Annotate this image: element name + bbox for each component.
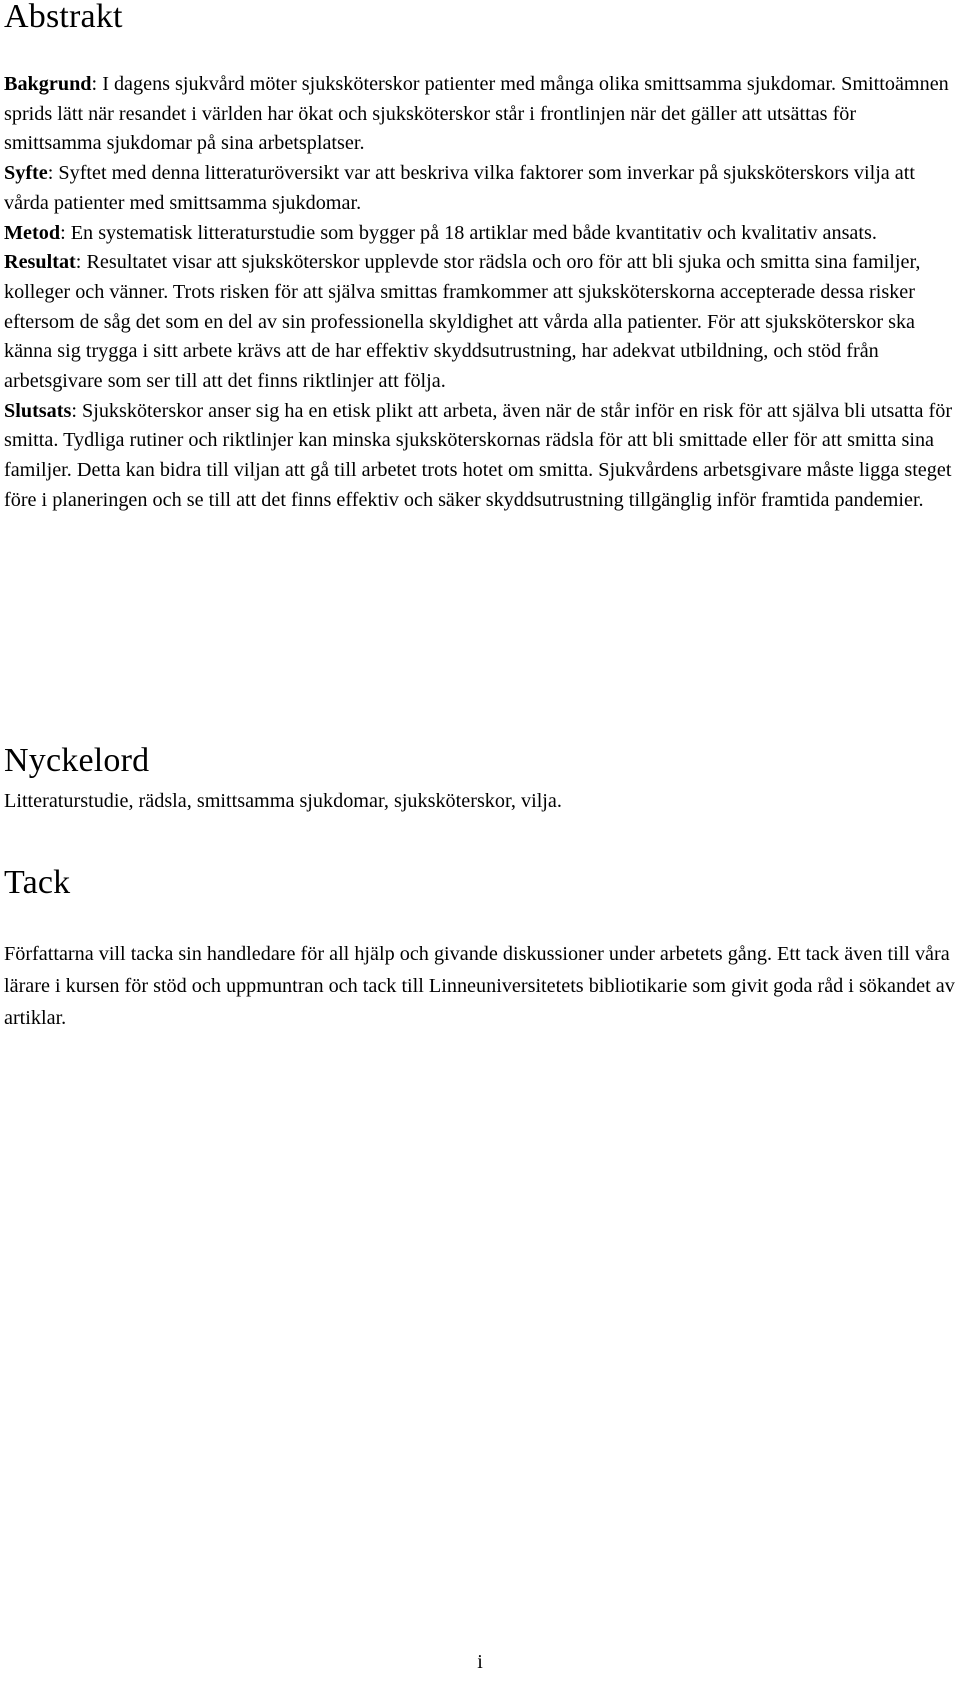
section-text: Sjuksköterskor anser sig ha en etisk plikt att arbeta, även när de står inför en risk för att själva bli utsatta för smitta. Tydliga rutiner och riktlinjer kan minska sjuksköterskornas rädsla för att bli smittade eller för att smitta sina familjer. Detta kan bidra till viljan att gå till arbetet trots hotet om smitta. Sjukvårdens arbetsgivare måste ligga steget före i planeringen och se till att det finns effektiv och säker skyddsutrustning tillgänglig inför framtida pandemier.	[4, 399, 953, 511]
section-separator: :	[47, 162, 59, 185]
section-separator: :	[71, 399, 82, 422]
section-separator: :	[60, 221, 71, 244]
section-label: Slutsats	[4, 399, 72, 422]
abstract-section-metod	[4, 219, 956, 249]
abstract-section-bakgrund	[4, 70, 956, 159]
abstract-heading: Abstrakt	[4, 0, 123, 35]
keywords-text: Litteraturstudie, rädsla, smittsamma sjukdomar, sjuksköterskor, vilja.	[4, 790, 562, 812]
abstract-section-slutsats	[4, 397, 956, 516]
section-label: Bakgrund	[4, 73, 92, 95]
section-separator: :	[91, 73, 103, 95]
section-label: Metod	[4, 221, 61, 244]
acknowledgements-text: Författarna vill tacka sin handledare för all hjälp och givande diskussioner under arbetets gång. Ett tack även till våra lärare i kursen för stöd och uppmuntran och tack till Linneuniversitetets bibliotikarie som givit goda råd i sökandet av artiklar.	[4, 943, 955, 1029]
section-separator: :	[75, 251, 87, 274]
abstract-body	[4, 70, 956, 516]
section-text: En systematisk litteraturstudie som bygger på 18 artiklar med både kvantitativ och kvalitativ ansats.	[70, 221, 877, 244]
acknowledgements-heading: Tack	[4, 864, 71, 901]
page-number: i	[477, 1651, 483, 1673]
section-text: I dagens sjukvård möter sjuksköterskor patienter med många olika smittsamma sjukdomar. Smittoämnen sprids lätt när resandet i världen har ökat och sjuksköterskor står i frontlinjen när det gäller att utsättas för smittsamma sjukdomar på sina arbetsplatser.	[4, 73, 949, 155]
abstract-section-resultat	[4, 248, 956, 397]
section-label: Resultat	[4, 251, 76, 274]
section-text: Resultatet visar att sjuksköterskor upplevde stor rädsla och oro för att bli sjuka och smitta sina familjer, kolleger och vänner. Trots risken för att själva smittas framkommer att sjuksköterskorna accepterade dessa risker eftersom de såg det som en del av sin professionella skyldighet att vårda alla patienter. För att sjuksköterskor ska känna sig trygga i sitt arbete krävs att de har effektiv skyddsutrustning, har adekvat utbildning, och stöd från arbetsgivare som ser till att det finns riktlinjer att följa.	[4, 251, 921, 393]
section-label: Syfte	[4, 162, 48, 185]
abstract-section-syfte	[4, 159, 956, 218]
keywords-heading: Nyckelord	[4, 742, 150, 779]
section-text: Syftet med denna litteraturöversikt var att beskriva vilka faktorer som inverkar på sjuksköterskors vilja att vårda patienter med smittsamma sjukdomar.	[4, 162, 915, 214]
